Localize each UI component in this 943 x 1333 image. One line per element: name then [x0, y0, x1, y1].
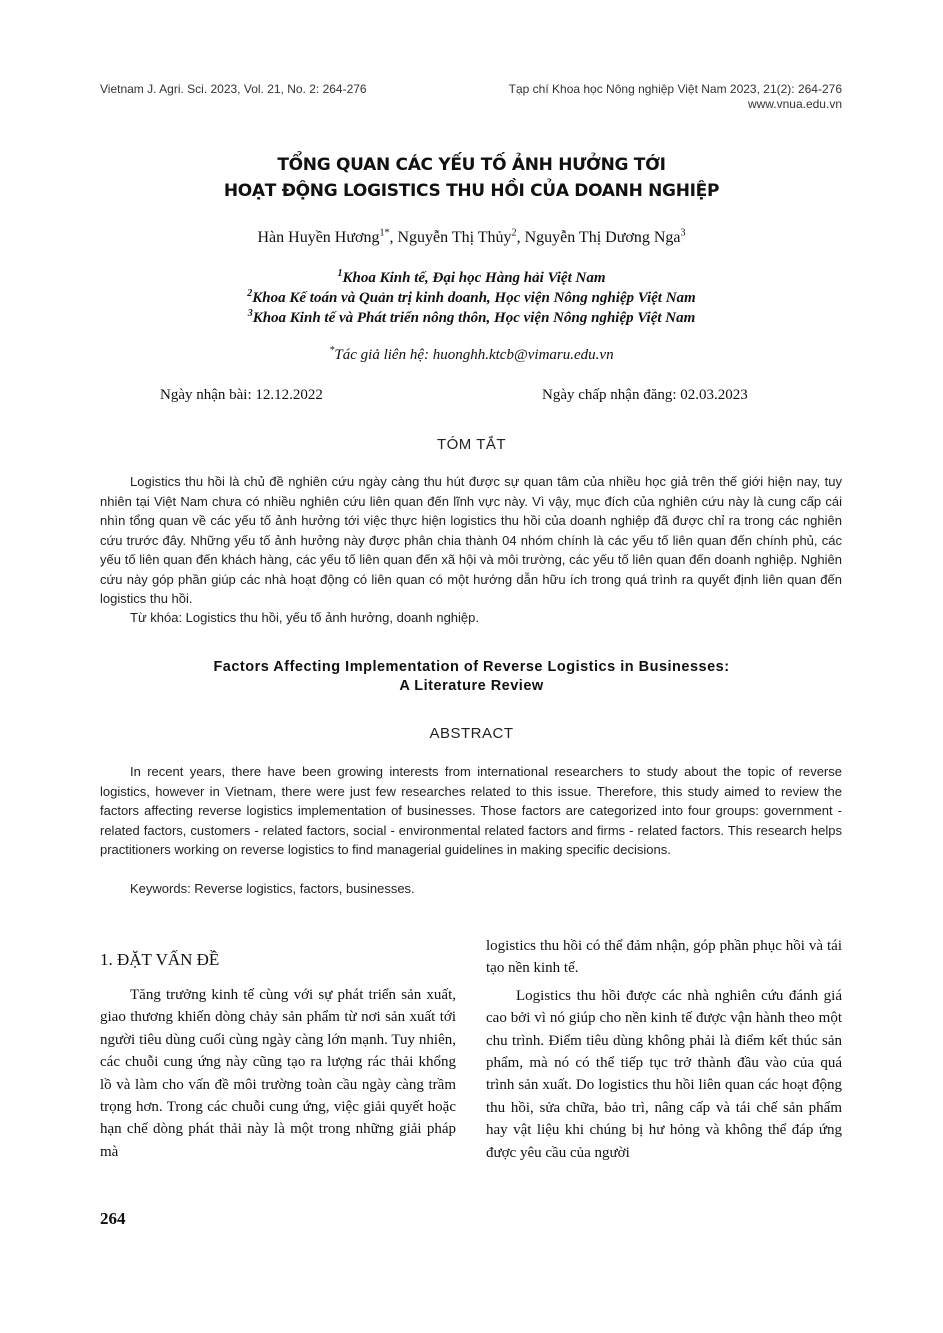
body-column-right [486, 935, 842, 1164]
affiliation-list [0, 268, 943, 328]
corresponding-email: Tác giả liên hệ: huonghh.ktcb@vimaru.edu.vn [334, 347, 614, 363]
body-paragraph: Tăng trưởng kinh tế cùng với sự phát triển sản xuất, giao thương khiến dòng chảy sản phẩm từ nơi sản xuất tới người tiêu dùng cuối cùng ngày càng lớn mạnh. Tuy nhiên, các chuỗi cung ứng này cũng tạo ra lượng rác thải khổng lồ và làm cho vấn đề môi trường toàn cầu ngày càng trầm trọng hơn. Trong các chuỗi cung ứng, việc giải quyết hoặc hạn chế dòng phát thải này là một trong những giải pháp mà [100, 987, 456, 1160]
affiliation-text: Khoa Kinh tế và Phát triển nông thôn, Học viện Nông nghiệp Việt Nam [252, 310, 696, 326]
body-paragraph: logistics thu hồi có thể đảm nhận, góp phần phục hồi và tái tạo nền kinh tế. [486, 938, 842, 977]
affiliation-item [0, 268, 943, 288]
affiliation-mark: 2 [247, 288, 253, 299]
affiliation-mark: 3 [247, 308, 253, 319]
page-number: 264 [100, 1209, 126, 1228]
paper-title-line2: HOẠT ĐỘNG LOGISTICS THU HỒI CỦA DOANH NGHIỆP [223, 181, 720, 201]
author-affiliation-mark: 3 [680, 227, 686, 239]
body-paragraph: Logistics thu hồi được các nhà nghiên cứu đánh giá cao bởi vì nó giúp cho nền kinh tế được vận hành theo một chu trình. Điểm tiêu dùng không phải là điểm kết thúc sản phẩm, mà nó có thể tiếp tục trở thành đầu vào của quá trình sản xuất. Do logistics thu hồi liên quan các hoạt động thu hồi, sửa chữa, bảo trì, nâng cấp và tái chế sản phẩm hay vật liệu khi chúng bị hư hỏng và không thể đáp ứng được yêu cầu của người [486, 987, 842, 1161]
paper-title-line1: TỔNG QUAN CÁC YẾU TỐ ẢNH HƯỞNG TỚI [277, 155, 666, 175]
author-name: Nguyễn Thị Thủy [397, 229, 512, 246]
abstract-text [100, 762, 842, 860]
body-column-left [100, 984, 456, 1163]
summary-paragraph-vi: Logistics thu hồi là chủ đề nghiên cứu ngày càng thu hút được sự quan tâm của nhiều học giả trên thế giới hiện nay, tuy nhiên tại Việt Nam chưa có nhiều nghiên cứu liên quan đến lĩnh vực này. Vì vậy, mục đích của nghiên cứu này là cung cấp cái nhìn tổng quan về các yếu tố ảnh hưởng tới việc thực hiện logistics thu hồi của doanh nghiệp đã được chỉ ra trong các nghiên cứu trước đây. Những yếu tố ảnh hưởng này được phân chia thành 04 nhóm chính là các yếu tố liên quan đến chính phủ, các yếu tố liên quan đến khách hàng, các yếu tố liên quan đến xã hội và môi trường, các yếu tố liên quan đến doanh nghiệp. Nghiên cứu này góp phần giúp các nhà hoạt động có liên quan có một hướng dẫn hữu ích trong quá trình ra quyết định liên quan đến logistics thu hồi. [100, 474, 842, 606]
affiliation-text: Khoa Kinh tế, Đại học Hàng hải Việt Nam [342, 270, 606, 286]
author-list [0, 229, 943, 247]
summary-text-vi [100, 472, 842, 609]
affiliation-text: Khoa Kế toán và Quản trị kinh doanh, Học viện Nông nghiệp Việt Nam [252, 290, 696, 306]
affiliation-mark: 1 [337, 268, 343, 279]
affiliation-item [0, 308, 943, 328]
journal-header-vi [509, 82, 842, 112]
author-affiliation-mark: 1* [379, 227, 390, 239]
summary-heading-vi: TÓM TẮT [436, 436, 507, 453]
corresponding-author [0, 347, 943, 364]
journal-website: www.vnua.edu.vn [747, 97, 842, 111]
corresponding-mark: * [329, 345, 335, 356]
author-name: Hàn Huyền Hương [257, 229, 380, 246]
english-title-line1: Factors Affecting Implementation of Reverse Logistics in Businesses: [213, 659, 730, 675]
section-heading: 1. ĐẶT VẤN ĐỀ [100, 950, 220, 969]
accepted-date: Ngày chấp nhận đăng: 02.03.2023 [542, 387, 748, 403]
english-title [0, 658, 943, 696]
journal-header-vi-line1: Tạp chí Khoa học Nông nghiệp Việt Nam 2023, 21(2): 264-276 [508, 82, 842, 96]
author-separator: , [389, 229, 398, 246]
keywords-vi: Từ khóa: Logistics thu hồi, yếu tố ảnh hưởng, doanh nghiệp. [130, 610, 479, 625]
journal-header-en: Vietnam J. Agri. Sci. 2023, Vol. 21, No. 2: 264-276 [100, 82, 367, 96]
author-name: Nguyễn Thị Dương Nga [524, 229, 681, 246]
author-affiliation-mark: 2 [511, 227, 517, 239]
english-title-line2: A Literature Review [399, 678, 544, 694]
affiliation-item [0, 288, 943, 308]
received-date: Ngày nhận bài: 12.12.2022 [160, 387, 323, 403]
paper-title [0, 152, 943, 204]
keywords-en: Keywords: Reverse logistics, factors, businesses. [130, 881, 415, 896]
abstract-heading: ABSTRACT [429, 725, 514, 742]
abstract-paragraph: In recent years, there have been growing interests from international researchers to study about the topic of reverse logistics, however in Vietnam, there were just few researches related to this issue. Therefore, this study aimed to review the factors affecting reverse logistics implementation of businesses. Those factors are categorized into four groups: government - related factors, customers - related factors, social - environmental related factors and firms - related factors. This research helps practitioners working on reverse logistics to find managerial guidelines in making specific decisions. [100, 764, 842, 857]
author-separator: , [516, 229, 525, 246]
